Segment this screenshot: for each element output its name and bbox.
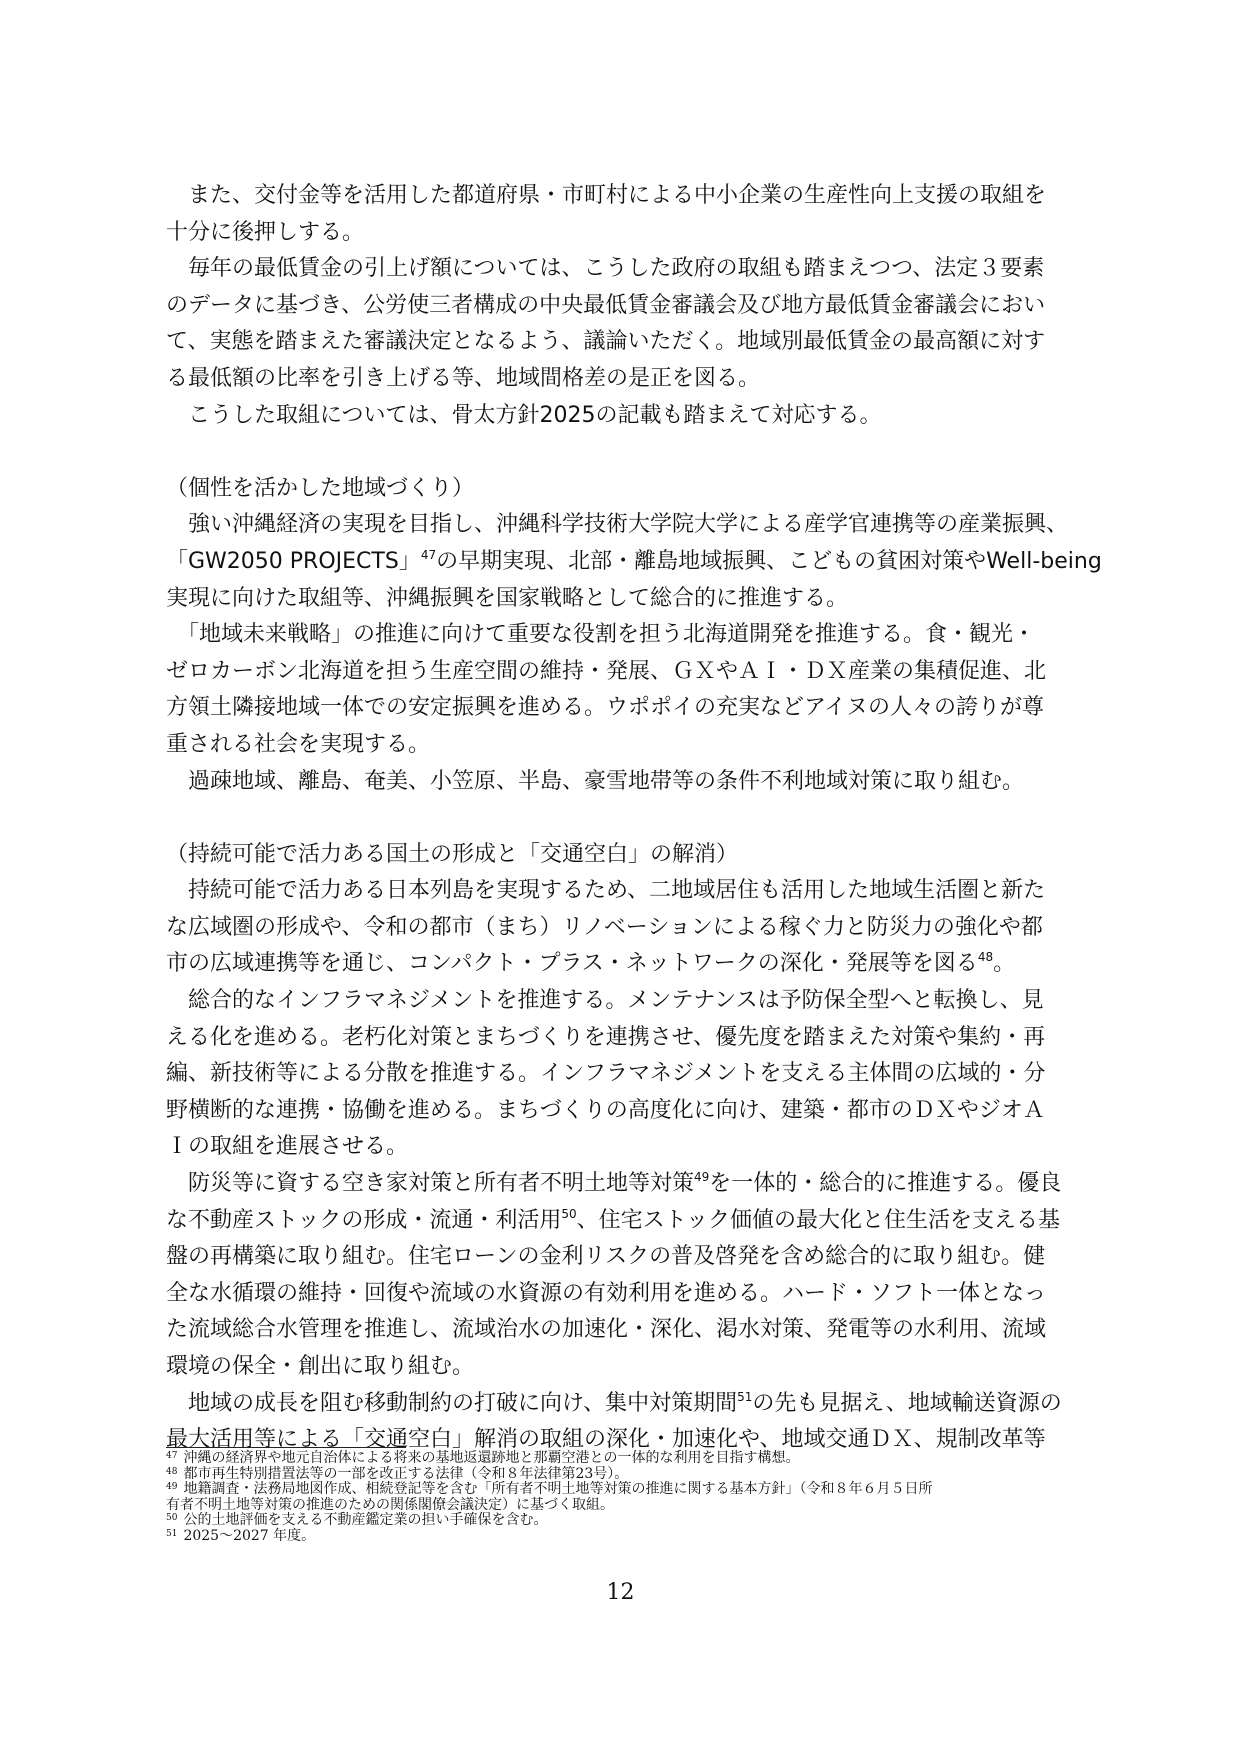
- paragraph-line: て、実態を踏まえた審議決定となるよう、議論いただく。地域別最低賃金の最高額に対す: [166, 329, 1046, 355]
- line-text: を一体的・総合的に推進する。優良: [709, 1171, 1062, 1197]
- paragraph-line: 毎年の最低賃金の引上げ額については、こうした政府の取組も踏まえつつ、法定３要素: [166, 256, 1045, 282]
- paragraph-line: 総合的なインフラマネジメントを推進する。メンテナンスは予防保全型へと転換し、見: [166, 988, 1044, 1014]
- footnote-51: [166, 1529, 1078, 1545]
- paragraph-line: ゼロカーボン北海道を担う生産空間の維持・発展、ＧＸやＡＩ・ＤＸ産業の集積促進、北: [166, 658, 1047, 684]
- paragraph-line: な広域圏の形成や、令和の都市（まち）リノベーションによる稼ぐ力と防災力の強化や都: [166, 914, 1043, 940]
- paragraph-line: る最低額の比率を引き上げる等、地域間格差の是正を図る。: [166, 365, 761, 391]
- paragraph-spacer: [166, 434, 1078, 471]
- paragraph-line: 全な水循環の維持・回復や流域の水資源の有効利用を進める。ハード・ソフト一体となっ: [166, 1280, 1047, 1306]
- paragraph-spacer: [166, 800, 1078, 837]
- footnote-ref-50[interactable]: 50: [561, 1206, 577, 1221]
- line-text: の早期実現、北部・離島地域振興、こどもの貧困対策やWell-being: [436, 548, 1102, 574]
- footnote-ref-49[interactable]: 49: [694, 1170, 710, 1185]
- paragraph-line: 過疎地域、離島、奄美、小笠原、半島、豪雪地帯等の条件不利地域対策に取り組む。: [166, 768, 1025, 794]
- page-number: 12: [606, 1580, 635, 1605]
- footnote-50: [166, 1513, 1078, 1529]
- footnote-ref-51[interactable]: 51: [737, 1389, 753, 1404]
- paragraph-line: のデータに基づき、公労使三者構成の中央最低賃金審議会及び地方最低賃金審議会におい: [166, 292, 1046, 318]
- footnotes: [166, 1451, 1078, 1545]
- paragraph-line: 十分に後押しする。: [166, 219, 365, 245]
- paragraph-line: た流域総合水管理を推進し、流域治水の加速化・深化、渇水対策、発電等の水利用、流域: [166, 1317, 1047, 1343]
- footnote-divider: [166, 1447, 406, 1448]
- footnote-ref-47[interactable]: 47: [420, 547, 437, 562]
- paragraph-line: 野横断的な連携・協働を進める。まちづくりの高度化に向け、建築・都市のＤＸやジオＡ: [166, 1097, 1045, 1123]
- footnote-text: 2025～2027 年度。: [183, 1527, 316, 1544]
- footnote-number: 49: [166, 1482, 178, 1493]
- line-text: な不動産ストックの形成・流通・利活用: [166, 1207, 562, 1233]
- paragraph-line: [166, 946, 1078, 983]
- footnote-text: 地籍調査・法務局地図作成、相続登記等を含む「所有者不明土地等対策の推進に関する基本方針」（令和８年６月５日所: [183, 1481, 933, 1498]
- footnote-49: [166, 1482, 1078, 1498]
- footnote-number: 48: [166, 1466, 178, 1477]
- paragraph-line: 重される社会を実現する。: [166, 731, 431, 757]
- paragraph-line: [166, 1166, 1078, 1203]
- footnote-48: [166, 1467, 1078, 1483]
- paragraph-line: 盤の再構築に取り組む。住宅ローンの金利リスクの普及啓発を含め総合的に取り組む。健: [166, 1244, 1046, 1270]
- paragraph-line: また、交付金等を活用した都道府県・市町村による中小企業の生産性向上支援の取組を: [166, 183, 1047, 208]
- line-text: 地域の成長を阻む移動制約の打破に向け、集中対策期間: [166, 1390, 738, 1416]
- section-heading: （個性を活かした地域づくり）: [166, 475, 475, 501]
- paragraph-line: 環境の保全・創出に取り組む。: [166, 1354, 475, 1379]
- paragraph-line: こうした取組については、骨太方針2025の記載も踏まえて対応する。: [166, 402, 882, 428]
- paragraph-line: [166, 544, 1102, 581]
- line-text: 。: [993, 951, 1016, 977]
- footnote-number: 50: [166, 1513, 178, 1524]
- paragraph-line: [166, 1386, 1078, 1423]
- paragraph-line: Ｉの取組を進展させる。: [166, 1134, 409, 1160]
- paragraph-line: [166, 1203, 1078, 1240]
- paragraph-line: 最大活用等による「交通空白」解消の取組の深化・加速化や、地域交通ＤＸ、規制改革等: [166, 1427, 1046, 1453]
- footnote-ref-48[interactable]: 48: [977, 950, 994, 965]
- paragraph-line: 方領土隣接地域一体での安定振興を進める。ウポポイの充実などアイヌの人々の誇りが尊: [166, 695, 1045, 721]
- paragraph-line: 実現に向けた取組等、沖縄振興を国家戦略として総合的に推進する。: [166, 585, 849, 611]
- footnote-text: 沖縄の経済界や地元自治体による将来の基地返還跡地と那覇空港との一体的な利用を目指す構想。: [183, 1450, 800, 1466]
- footnote-text: 有者不明土地等対策の推進のための関係閣僚会議決定）に基づく取組。: [166, 1496, 614, 1513]
- body-text: [166, 178, 1102, 1459]
- paragraph-line: 強い沖縄経済の実現を目指し、沖縄科学技術大学院大学による産学官連携等の産業振興、: [166, 512, 1069, 538]
- footnote-text: 公的土地評価を支える不動産鑑定業の担い手確保を含む。: [183, 1512, 548, 1529]
- line-text: の先も見据え、地域輸送資源の: [752, 1390, 1062, 1416]
- paragraph-line: 編、新技術等による分散を推進する。インフラマネジメントを支える主体間の広域的・分: [166, 1061, 1046, 1087]
- line-text: 、住宅ストック価値の最大化と住生活を支える基: [576, 1207, 1060, 1233]
- footnote-number: 47: [166, 1451, 178, 1461]
- paragraph-line: 持続可能で活力ある日本列島を実現するため、二地域居住も活用した地域生活圏と新た: [166, 878, 1046, 904]
- footnote-47: [166, 1451, 1078, 1467]
- line-text: 防災等に資する空き家対策と所有者不明土地等対策: [166, 1171, 695, 1197]
- footnote-text: 都市再生特別措置法等の一部を改正する法律（令和８年法律第23号）。: [183, 1465, 629, 1482]
- paragraph-line: える化を進める。老朽化対策とまちづくりを連携させ、優先度を踏まえた対策や集約・再: [166, 1024, 1046, 1050]
- line-text: 市の広域連携等を通じ、コンパクト・プラス・ネットワークの深化・発展等を図る: [166, 951, 978, 977]
- section-heading: （持続可能で活力ある国土の形成と「交通空白」の解消）: [166, 841, 739, 867]
- line-text: 「GW2050 PROJECTS」: [166, 548, 421, 574]
- footnote-number: 51: [166, 1528, 178, 1539]
- paragraph-line: 「地域未来戦略」の推進に向けて重要な役割を担う北海道開発を推進する。食・観光・: [166, 622, 1036, 648]
